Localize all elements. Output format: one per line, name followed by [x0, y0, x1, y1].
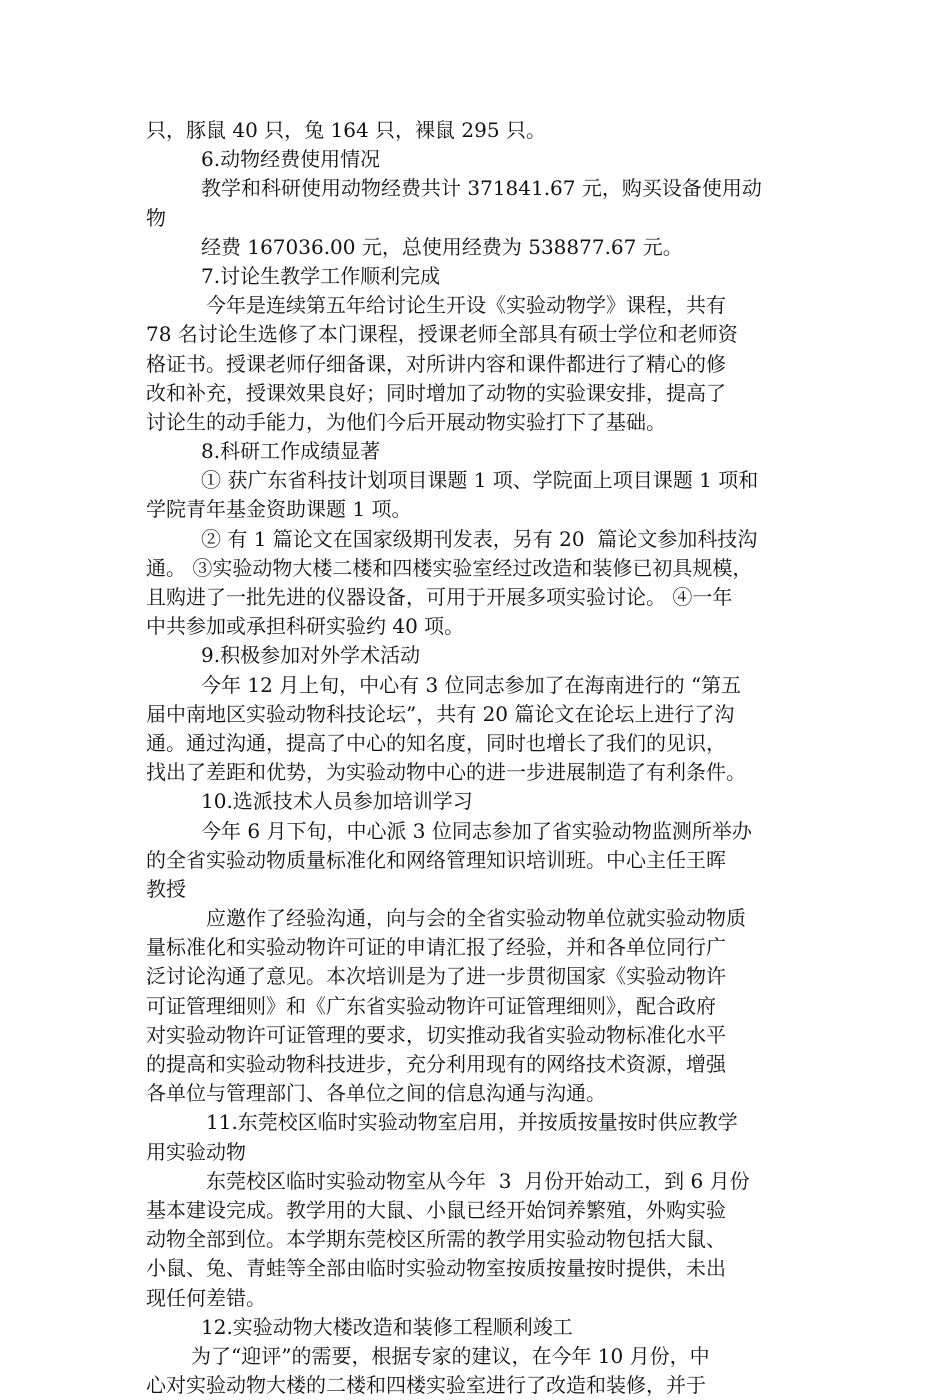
text-line: 教授 — [146, 876, 186, 901]
text-line: 基本建设完成。教学用的大鼠、小鼠已经开始饲养繁殖，外购实验 — [146, 1197, 726, 1222]
text-line: 学院青年基金资助课题 1 项。 — [146, 497, 412, 522]
text-line: 东莞校区临时实验动物室从今年 3 月份开始动工，到 6 月份 — [206, 1168, 750, 1193]
text-line: 11.东莞校区临时实验动物室启用，并按质按量按时供应教学 — [206, 1110, 738, 1135]
text-line: 讨论生的动手能力，为他们今后开展动物实验打下了基础。 — [146, 409, 666, 434]
text-line: 且购进了一批先进的仪器设备，可用于开展多项实验讨论。 ④一年 — [146, 585, 733, 609]
text-line: 用实验动物 — [146, 1139, 246, 1164]
text-line: 届中南地区实验动物科技论坛”，共有 20 篇论文在论坛上进行了沟 — [146, 701, 735, 726]
text-line: 今年 12 月上旬，中心有 3 位同志参加了在海南进行的 “第五 — [201, 672, 742, 697]
text-line: 6.动物经费使用情况 — [201, 147, 381, 172]
text-line: 今年是连续第五年给讨论生开设《实验动物学》课程，共有 — [206, 293, 726, 318]
text-line: 7.讨论生教学工作顺利完成 — [201, 263, 441, 288]
text-line: 找出了差距和优势，为实验动物中心的进一步进展制造了有利条件。 — [146, 760, 746, 785]
text-line: 改和补充，授课效果良好；同时增加了动物的实验课安排，提高了 — [146, 380, 726, 405]
text-line: 78 名讨论生选修了本门课程，授课老师全部具有硕士学位和老师资 — [146, 322, 738, 347]
text-line: 可证管理细则》和《广东省实验动物许可证管理细则》，配合政府 — [146, 993, 716, 1018]
text-line: 动物全部到位。本学期东莞校区所需的教学用实验动物包括大鼠、 — [146, 1227, 726, 1252]
text-line: 格证书。授课老师仔细备课，对所讲内容和课件都进行了精心的修 — [146, 351, 726, 376]
text-line: 各单位与管理部门、各单位之间的信息沟通与沟通。 — [146, 1081, 606, 1106]
text-line: 经费 167036.00 元，总使用经费为 538877.67 元。 — [201, 234, 683, 259]
text-line: 教学和科研使用动物经费共计 371841.67 元，购买设备使用动 — [201, 176, 762, 201]
text-line: 心对实验动物大楼的二楼和四楼实验室进行了改造和装修，并于 — [146, 1373, 706, 1398]
text-line: 只，豚鼠 40 只，兔 164 只，裸鼠 295 只。 — [146, 118, 546, 142]
text-line: 物 — [146, 205, 166, 230]
text-line: 对实验动物许可证管理的要求，切实推动我省实验动物标准化水平 — [146, 1022, 726, 1047]
text-line: 量标准化和实验动物许可证的申请汇报了经验，并和各单位同行广 — [146, 935, 726, 960]
text-line: 小鼠、兔、青蛙等全部由临时实验动物室按质按量按时提供，未出 — [146, 1256, 726, 1281]
text-line: 10.选派技术人员参加培训学习 — [201, 789, 473, 814]
text-line: 应邀作了经验沟通，向与会的全省实验动物单位就实验动物质 — [206, 906, 746, 931]
text-line: ① 获广东省科技计划项目课题 1 项、学院面上项目课题 1 项和 — [201, 468, 759, 493]
document-body — [146, 116, 810, 1400]
text-line: 8.科研工作成绩显著 — [201, 439, 381, 464]
text-line: 通。 ③实验动物大楼二楼和四楼实验室经过改造和装修已初具规模， — [146, 555, 753, 580]
text-line: 的提高和实验动物科技进步，充分利用现有的网络技术资源，增强 — [146, 1052, 726, 1076]
text-line: 现任何差错。 — [146, 1285, 266, 1310]
text-line: 中共参加或承担科研实验约 40 项。 — [146, 614, 465, 639]
text-line: 9.积极参加对外学术活动 — [201, 643, 421, 668]
text-line: 今年 6 月下旬，中心派 3 位同志参加了省实验动物监测所举办 — [201, 818, 752, 843]
text-line: 为了“迎评”的需要，根据专家的建议，在今年 10 月份，中 — [191, 1343, 710, 1368]
text-line: 12.实验动物大楼改造和装修工程顺利竣工 — [201, 1314, 573, 1339]
text-line: 泛讨论沟通了意见。本次培训是为了进一步贯彻国家《实验动物许 — [146, 964, 726, 989]
text-line: 通。通过沟通，提高了中心的知名度，同时也增长了我们的见识， — [146, 730, 726, 755]
text-line: 的全省实验动物质量标准化和网络管理知识培训班。中心主任王晖 — [146, 847, 726, 872]
text-line: ② 有 1 篇论文在国家级期刊发表，另有 20 篇论文参加科技沟 — [201, 526, 758, 551]
